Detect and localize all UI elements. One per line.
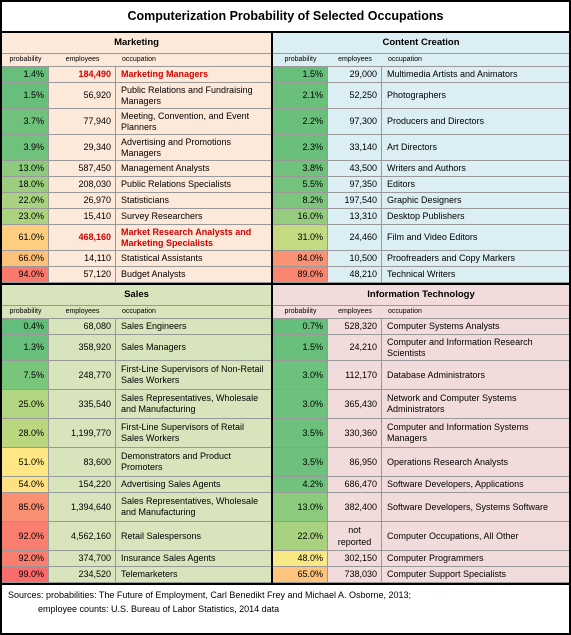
probability-cell: 13.0%: [273, 493, 328, 521]
probability-cell: 31.0%: [273, 225, 328, 250]
probability-cell: 28.0%: [2, 419, 49, 447]
table-row: [2, 390, 271, 419]
table-row: [2, 209, 271, 225]
table-row: [273, 551, 569, 567]
table-row: [2, 477, 271, 493]
probability-cell: 4.2%: [273, 477, 328, 492]
occupation-cell: Advertising Sales Agents: [121, 479, 221, 489]
table-row: [273, 419, 569, 448]
employees-cell: 24,460: [328, 225, 382, 250]
occupation-cell: Public Relations and Fundraising Managers: [121, 84, 253, 106]
occupation-cell: Meeting, Convention, and Event Planners: [121, 110, 250, 132]
section-header: Sales: [2, 285, 271, 306]
probability-cell: 3.5%: [273, 448, 328, 476]
probability-cell: 3.0%: [273, 361, 328, 389]
probability-cell: 2.3%: [273, 135, 328, 160]
occupation-cell: Computer Programmers: [387, 553, 484, 563]
table-row: [273, 267, 569, 283]
probability-cell: 84.0%: [273, 251, 328, 266]
occupation-cell: Network and Computer Systems Administrators: [387, 393, 517, 414]
occupation-cell: Survey Researchers: [121, 211, 203, 221]
occupation-cell: Graphic Designers: [387, 195, 462, 205]
section-information-technology: [273, 285, 569, 585]
table-row: [2, 493, 271, 522]
table-row: [2, 251, 271, 267]
table-row: [273, 109, 569, 135]
employees-cell: 335,540: [49, 390, 116, 418]
employees-cell: 29,340: [49, 135, 116, 160]
column-header-employees: employees: [65, 56, 100, 63]
table-row: [273, 83, 569, 109]
probability-cell: 2.2%: [273, 109, 328, 134]
table-row: [2, 177, 271, 193]
employees-not-reported-word: not: [348, 525, 361, 535]
table-row: [273, 493, 569, 522]
probability-cell: 16.0%: [273, 209, 328, 224]
sources-line-2: employee counts: U.S. Bureau of Labor Statistics, 2014 data: [38, 604, 280, 614]
column-header-probability: probability: [284, 56, 317, 63]
probability-cell: 92.0%: [2, 522, 49, 550]
occupation-cell: Desktop Publishers: [387, 211, 465, 221]
table-row: [2, 419, 271, 448]
occupation-cell: Computer Support Specialists: [387, 569, 507, 579]
table-row: [273, 522, 569, 551]
occupation-cell: Telemarketers: [121, 569, 178, 579]
employees-cell: 14,110: [49, 251, 116, 266]
employees-cell: 4,562,160: [49, 522, 116, 550]
probability-cell: 0.4%: [2, 319, 49, 334]
employees-cell: 208,030: [49, 177, 116, 192]
table-row: [2, 361, 271, 390]
sections-grid: [2, 33, 569, 585]
employees-cell: 587,450: [49, 161, 116, 176]
occupation-cell: Proofreaders and Copy Markers: [387, 253, 516, 263]
employees-cell: 10,500: [328, 251, 382, 266]
employees-cell: 97,300: [328, 109, 382, 134]
table-row: [2, 135, 271, 161]
table-row: [2, 67, 271, 83]
occupation-cell: Photographers: [387, 90, 447, 100]
employees-cell: 248,770: [49, 361, 116, 389]
table-row: [2, 335, 271, 361]
employees-cell: 86,950: [328, 448, 382, 476]
probability-cell: 7.5%: [2, 361, 49, 389]
employees-cell: 365,430: [328, 390, 382, 418]
column-header-occupation: occupation: [388, 56, 422, 63]
table-row: [2, 448, 271, 477]
employees-cell: 56,920: [49, 83, 116, 108]
table-row: [273, 67, 569, 83]
probability-cell: 5.5%: [273, 177, 328, 192]
table-row: [2, 267, 271, 283]
table-row: [2, 83, 271, 109]
column-header-probability: probability: [9, 56, 42, 63]
occupation-cell: Budget Analysts: [121, 269, 186, 279]
occupation-cell: Computer and Information Systems Managers: [387, 422, 529, 443]
table-row: [273, 161, 569, 177]
probability-cell: 3.7%: [2, 109, 49, 134]
employees-cell: 15,410: [49, 209, 116, 224]
table-row: [2, 193, 271, 209]
occupation-cell: Sales Representatives, Wholesale and Manufacturing: [121, 496, 259, 517]
probability-cell: 1.5%: [273, 67, 328, 82]
table-row: [2, 567, 271, 583]
probability-cell: 25.0%: [2, 390, 49, 418]
column-header-probability: probability: [284, 308, 317, 315]
table-row: [273, 177, 569, 193]
employees-cell: 112,170: [328, 361, 382, 389]
occupation-cell: Management Analysts: [121, 163, 210, 173]
employees-cell: 29,000: [328, 67, 382, 82]
probability-cell: 3.5%: [273, 419, 328, 447]
probability-cell: 1.5%: [273, 335, 328, 360]
employees-cell: 738,030: [328, 567, 382, 582]
probability-cell: 54.0%: [2, 477, 49, 492]
probability-cell: 51.0%: [2, 448, 49, 476]
probability-cell: 48.0%: [273, 551, 328, 566]
table-row: [273, 390, 569, 419]
probability-cell: 3.8%: [273, 161, 328, 176]
employees-cell: 154,220: [49, 477, 116, 492]
section-header: Marketing: [2, 33, 271, 54]
probability-cell: 66.0%: [2, 251, 49, 266]
table-row: [273, 361, 569, 390]
occupation-cell: Producers and Directors: [387, 116, 485, 126]
table-row: [273, 448, 569, 477]
employees-cell: 374,700: [49, 551, 116, 566]
occupation-cell: Sales Managers: [121, 342, 187, 352]
table-row: [2, 319, 271, 335]
occupation-cell: Film and Video Editors: [387, 232, 478, 242]
employees-cell: 234,520: [49, 567, 116, 582]
sources-line-1: Sources: probabilities: The Future of Employment, Carl Benedikt Frey and Michael A. Osborne, 2013;: [8, 590, 412, 600]
probability-cell: 22.0%: [273, 522, 328, 550]
probability-cell: 2.1%: [273, 83, 328, 108]
employees-cell: 83,600: [49, 448, 116, 476]
occupation-cell: Sales Representatives, Wholesale and Manufacturing: [121, 393, 259, 414]
column-headers: [2, 54, 271, 67]
probability-cell: 18.0%: [2, 177, 49, 192]
occupation-cell: Marketing Managers: [121, 69, 209, 79]
employees-cell: 52,250: [328, 83, 382, 108]
probability-cell: 8.2%: [273, 193, 328, 208]
probability-cell: 3.0%: [273, 390, 328, 418]
column-header-employees: employees: [338, 308, 372, 315]
occupation-cell: Database Administrators: [387, 369, 486, 380]
probability-cell: 1.4%: [2, 67, 49, 82]
occupation-cell: Art Directors: [387, 142, 438, 152]
employees-cell: 184,490: [49, 67, 116, 82]
table-row: [273, 335, 569, 361]
employees-cell: 1,199,770: [49, 419, 116, 447]
employees-cell: 68,080: [49, 319, 116, 334]
employees-cell: 43,500: [328, 161, 382, 176]
employees-cell: 77,940: [49, 109, 116, 134]
employees-cell: 197,540: [328, 193, 382, 208]
occupation-cell: Writers and Authors: [387, 163, 466, 173]
table-row: [2, 161, 271, 177]
probability-cell: 13.0%: [2, 161, 49, 176]
employees-cell: 302,150: [328, 551, 382, 566]
occupation-cell: Statisticians: [121, 195, 170, 205]
table-row: [2, 109, 271, 135]
occupation-cell: Insurance Sales Agents: [121, 553, 216, 563]
occupation-cell: Software Developers, Systems Software: [387, 501, 549, 512]
occupation-cell: First-Line Supervisors of Non-Retail Sales Workers: [121, 364, 264, 385]
section-content-creation: [273, 33, 569, 285]
column-header-employees: employees: [338, 56, 372, 63]
section-header: Information Technology: [273, 285, 569, 306]
table-row: [2, 522, 271, 551]
occupation-cell: Market Research Analysts and Marketing Specialists: [121, 226, 252, 248]
occupation-cell: Computer Systems Analysts: [387, 321, 500, 331]
occupation-cell: Computer and Information Research Scientists: [387, 336, 533, 358]
table-row: [273, 567, 569, 583]
column-header-occupation: occupation: [122, 308, 156, 315]
table-row: [273, 251, 569, 267]
column-header-occupation: occupation: [388, 308, 422, 315]
employees-cell: 330,360: [328, 419, 382, 447]
occupation-cell: Technical Writers: [387, 269, 456, 279]
occupation-cell: Computer Occupations, All Other: [387, 530, 519, 541]
column-header-occupation: occupation: [122, 56, 156, 63]
probability-cell: 94.0%: [2, 267, 49, 282]
section-marketing: [2, 33, 273, 285]
table-row: [273, 209, 569, 225]
probability-cell: 1.3%: [2, 335, 49, 360]
employees-cell: 468,160: [49, 225, 116, 250]
section-header: Content Creation: [273, 33, 569, 54]
probability-cell: 22.0%: [2, 193, 49, 208]
occupation-cell: Public Relations Specialists: [121, 179, 232, 189]
employees-cell: 358,920: [49, 335, 116, 360]
column-headers: [273, 54, 569, 67]
employees-cell: 24,210: [328, 335, 382, 360]
table-row: [273, 477, 569, 493]
probability-cell: 23.0%: [2, 209, 49, 224]
probability-cell: 0.7%: [273, 319, 328, 334]
occupation-cell: Editors: [387, 179, 416, 189]
column-header-employees: employees: [65, 308, 100, 315]
employees-cell: 57,120: [49, 267, 116, 282]
occupation-cell: First-Line Supervisors of Retail Sales Workers: [121, 422, 245, 443]
table-row: [273, 135, 569, 161]
probability-cell: 65.0%: [273, 567, 328, 582]
table-row: [273, 193, 569, 209]
probability-cell: 99.0%: [2, 567, 49, 582]
occupation-cell: Operations Research Analysts: [387, 456, 509, 467]
occupation-cell: Retail Salespersons: [121, 530, 202, 541]
probability-cell: 89.0%: [273, 267, 328, 282]
table-row: [2, 225, 271, 251]
occupation-cell: Advertising and Promotions Managers: [121, 136, 232, 158]
employees-cell: 48,210: [328, 267, 382, 282]
probability-cell: 61.0%: [2, 225, 49, 250]
employees-not-reported-word: reported: [337, 537, 372, 547]
employees-cell: 97,350: [328, 177, 382, 192]
column-header-probability: probability: [9, 308, 42, 315]
table-row: [273, 319, 569, 335]
table-row: [273, 225, 569, 251]
occupation-cell: Demonstrators and Product Promoters: [121, 451, 232, 472]
sources-note: [2, 585, 569, 616]
probability-cell: 85.0%: [2, 493, 49, 521]
employees-cell: 33,140: [328, 135, 382, 160]
probability-cell: 1.5%: [2, 83, 49, 108]
occupation-cell: Multimedia Artists and Animators: [387, 69, 518, 79]
column-headers: [2, 306, 271, 319]
occupation-cell: Statistical Assistants: [121, 253, 203, 263]
column-headers: [273, 306, 569, 319]
employees-cell: 26,970: [49, 193, 116, 208]
occupation-cell: Sales Engineers: [121, 321, 187, 331]
section-sales: [2, 285, 273, 585]
page-title: Computerization Probability of Selected Occupations: [2, 2, 569, 33]
employees-cell: 382,400: [328, 493, 382, 521]
employees-cell: 528,320: [328, 319, 382, 334]
table-row: [2, 551, 271, 567]
employees-cell: 686,470: [328, 477, 382, 492]
probability-cell: 92.0%: [2, 551, 49, 566]
employees-cell: 13,310: [328, 209, 382, 224]
probability-cell: 3.9%: [2, 135, 49, 160]
employees-cell: 1,394,640: [49, 493, 116, 521]
occupation-cell: Software Developers, Applications: [387, 479, 524, 489]
employees-cell: [328, 522, 382, 550]
